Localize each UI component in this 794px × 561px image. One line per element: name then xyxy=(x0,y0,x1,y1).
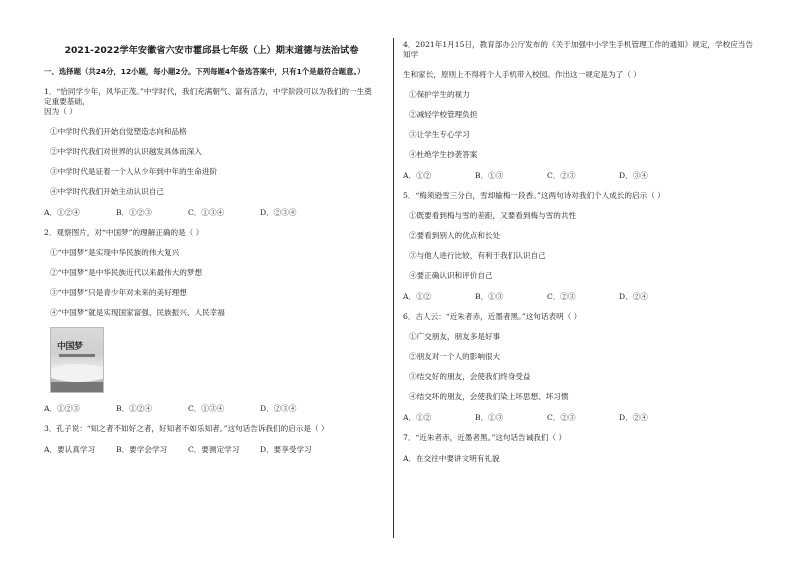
page-title: 2021-2022学年安徽省六安市霍邱县七年级（上）期末道德与法治试卷 xyxy=(64,45,359,56)
question-stem: 6．古人云：“近朱者赤，近墨者黑。”这句话表明（ ） xyxy=(403,312,582,321)
choice-c: C．①③④ xyxy=(188,208,225,217)
question-stem: 7．“近朱者赤，近墨者黑。”这句话告诫我们（ ） xyxy=(403,433,567,442)
option: ②朋友对一个人的影响很大 xyxy=(409,352,501,361)
choice-c: C．①③④ xyxy=(188,404,225,413)
option: ③与他人进行比较，有利于我们认识自己 xyxy=(409,251,546,260)
option: ①保护学生的视力 xyxy=(409,90,470,99)
answer-choices xyxy=(44,445,379,455)
choice-d: D．②③④ xyxy=(260,208,297,217)
choice-c: C．②③ xyxy=(547,413,576,422)
choice-a: A．①②④ xyxy=(44,208,80,217)
choice-b: B．①②④ xyxy=(116,404,152,413)
option: ④结交坏的朋友，会使我们染上坏思想、坏习惯 xyxy=(409,392,569,401)
option: ④要正确认识和评价自己 xyxy=(409,271,493,280)
option: ③“中国梦”只是青少年对未来的美好理想 xyxy=(50,288,187,297)
choice-b: B．①③ xyxy=(475,292,504,301)
choice-a: A．①②③ xyxy=(44,404,80,413)
option: ①广交朋友，朋友多是好事 xyxy=(409,332,501,341)
choice-b: B．①③ xyxy=(475,171,504,180)
choice-d: D．要享受学习 xyxy=(260,445,312,454)
option: ②要看到别人的优点和长处 xyxy=(409,231,501,240)
choice-a: A．在交往中要讲文明有礼貌 xyxy=(403,454,500,463)
choice-c: C．②③ xyxy=(547,292,576,301)
option: ③中学时代是证着一个人从少年到中年的生命进阶 xyxy=(50,167,218,176)
choice-b: B．①②③ xyxy=(116,208,152,217)
choice-a: A．要认真学习 xyxy=(44,445,96,454)
option: ①既要看到梅与雪的差距，又要看到梅与雪的共性 xyxy=(409,211,577,220)
option: ②“中国梦”是中华民族近代以来最伟大的梦想 xyxy=(50,268,203,277)
great-wall-shape xyxy=(51,382,103,392)
option: ②中学时代我们对世界的认识越发具体而深入 xyxy=(50,147,202,156)
choice-a: A．①② xyxy=(403,413,432,422)
option: ①中学时代我们开始自觉塑造志向和品格 xyxy=(50,127,187,136)
option: ③让学生专心学习 xyxy=(409,130,470,139)
poster-subtitle-bar xyxy=(59,354,95,357)
choice-c: C．要测定学习 xyxy=(188,445,240,454)
option: ④“中国梦”就是实现国家富强、民族振兴、人民幸福 xyxy=(50,308,225,317)
choice-a: A．①② xyxy=(403,171,432,180)
column-divider xyxy=(393,38,394,538)
choice-d: D．②④ xyxy=(619,292,648,301)
question-stem: 4．2021年1月15日，教育部办公厅发布的《关于加强中小学生手机管理工作的通知》规定，学校应当告知学 xyxy=(403,40,753,59)
choice-d: D．②③④ xyxy=(260,404,297,413)
choice-b: B．①③ xyxy=(475,413,504,422)
option: ②减轻学校管理负担 xyxy=(409,110,478,119)
choice-c: C．②③ xyxy=(547,171,576,180)
answer-choices xyxy=(44,208,379,218)
poster-title: 中国梦 xyxy=(57,342,83,352)
question-stem-cont: 生和家长，原则上不得将个人手机带入校园。作出这一规定是为了（ ） xyxy=(403,70,641,79)
left-column xyxy=(44,40,379,455)
answer-choices xyxy=(403,413,753,423)
question-stem: 1．“恰同学少年，风华正茂。”中学时代，我们充满朝气、富有活力，中学阶段可以为我们的一生奠定重要基础， xyxy=(44,87,372,106)
option: ④中学时代我们开始主动认识自己 xyxy=(50,187,164,196)
answer-choices xyxy=(403,292,753,302)
option: ①“中国梦”是实现中华民族的伟大复兴 xyxy=(50,248,180,257)
option: ④杜绝学生抄袭答案 xyxy=(409,150,478,159)
cloud-shape xyxy=(50,364,104,382)
question-stem: 2．观察图片，对“中国梦”的理解正确的是（ ） xyxy=(44,228,204,237)
option: ③结交好的朋友，会使我们终身受益 xyxy=(409,372,531,381)
china-dream-poster-image xyxy=(50,327,104,393)
answer-choices xyxy=(403,171,753,181)
right-column xyxy=(403,40,753,464)
choice-d: D．③④ xyxy=(619,171,648,180)
choice-d: D．②④ xyxy=(619,413,648,422)
choice-a: A．①② xyxy=(403,292,432,301)
choice-b: B．要学会学习 xyxy=(116,445,168,454)
answer-choices xyxy=(44,404,379,414)
question-stem: 5．“梅须逊雪三分白，雪却输梅一段香。”这两句诗对我们个人成长的启示（ ） xyxy=(403,191,665,200)
answer-choices xyxy=(403,454,753,464)
question-stem-cont: 因为（ ） xyxy=(44,107,77,116)
section-heading: 一、选择题（共24分，12小题，每小题2分。下列每题4个备选答案中，只有1个是最符合题意。） xyxy=(44,67,365,76)
question-stem: 3．孔子说：“知之者不如好之者，好知者不如乐知者。”这句话告诉我们的启示是（ ） xyxy=(44,424,329,433)
